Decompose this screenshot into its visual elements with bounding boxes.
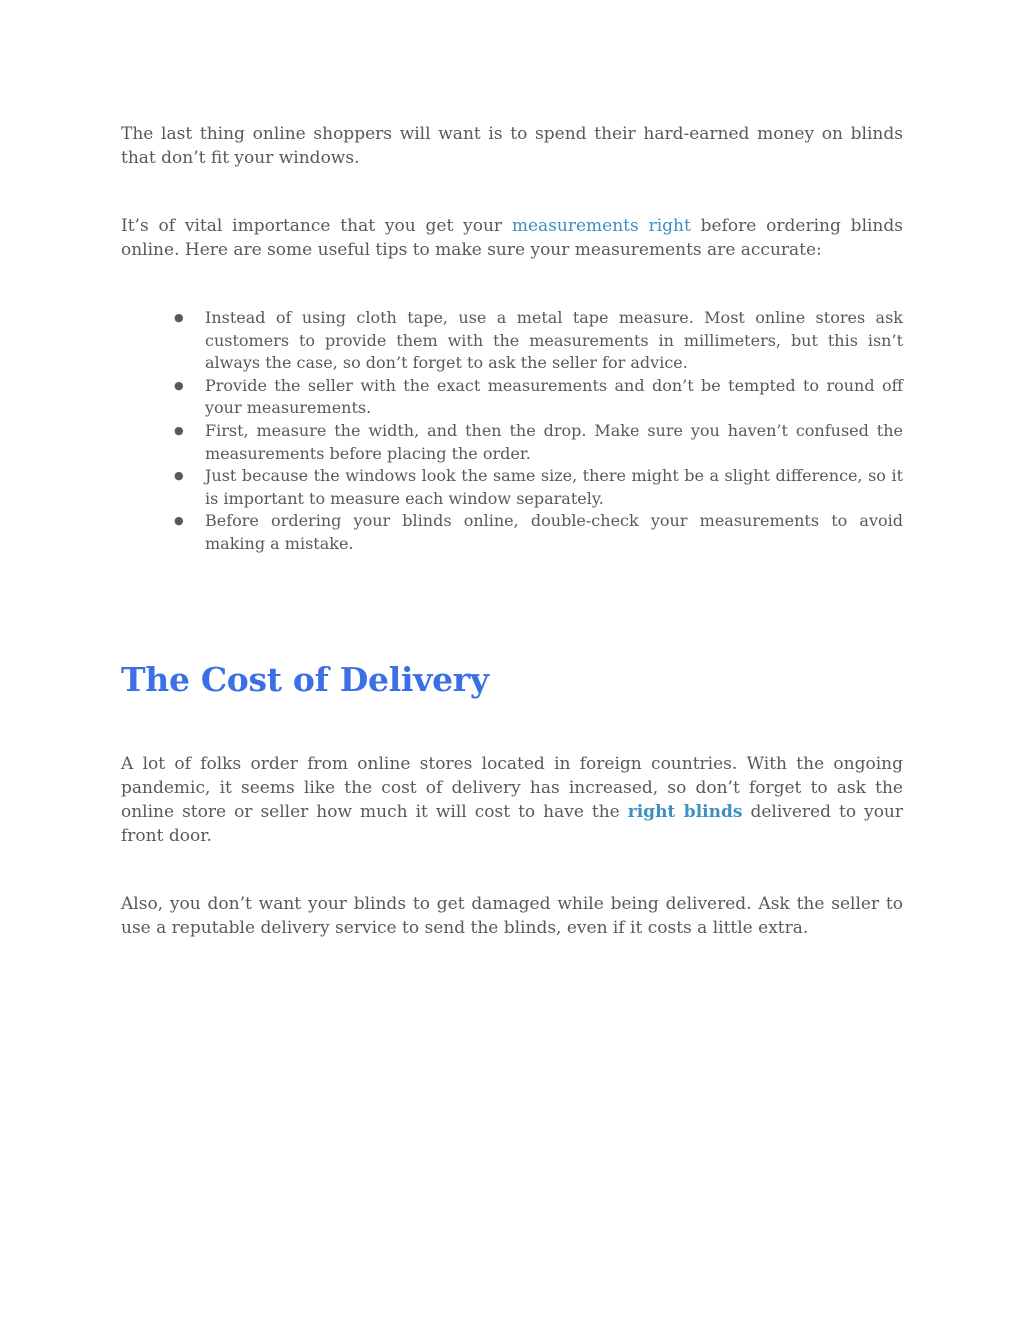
right-blinds-link[interactable]: right blinds	[627, 801, 743, 822]
list-item	[174, 307, 903, 375]
list-item-text: Provide the seller with the exact measurements and don’t be tempted to round off your measurements.	[205, 375, 903, 418]
intro-paragraph-2	[121, 214, 903, 262]
measurements-right-link[interactable]: measurements right	[511, 216, 691, 236]
intro-paragraph-2-text-before: It’s of vital importance that you get your	[121, 216, 512, 236]
bullet-icon: ●	[174, 514, 184, 528]
bullet-icon: ●	[174, 311, 184, 324]
intro-paragraph-1: The last thing online shoppers will want is to spend their hard-earned money on blinds that don’t fit your windows.	[121, 124, 903, 168]
measurement-tips-list	[121, 307, 903, 556]
bullet-icon: ●	[174, 378, 184, 392]
list-item	[174, 465, 903, 510]
intro-paragraph-2-text-after: before ordering blinds online. Here are some useful tips to make sure your measurements are accurate:	[121, 216, 903, 260]
bullet-icon: ●	[174, 423, 184, 437]
list-item	[174, 375, 903, 420]
section-heading: The Cost of Delivery	[121, 659, 489, 699]
delivery-paragraph-2: Also, you don’t want your blinds to get damaged while being delivered. Ask the seller to use a reputable delivery service to send the blinds, even if it costs a little extra.	[121, 893, 903, 938]
bullet-icon: ●	[174, 469, 184, 483]
list-item-text: Just because the windows look the same size, there might be a slight difference, so it is important to measure each window separately.	[205, 466, 903, 508]
delivery-paragraph-1	[121, 752, 903, 848]
list-item-text: Before ordering your blinds online, double-check your measurements to avoid making a mistake.	[205, 511, 903, 553]
delivery-paragraph-1-text-after: delivered to your front door.	[121, 801, 904, 846]
document-page	[121, 118, 903, 940]
list-item-text: Instead of using cloth tape, use a metal tape measure. Most online stores ask customers to provide them with the measurements in millimeters, but this isn’t always the case, so don’t forget to ask the seller for advice.	[205, 308, 903, 373]
delivery-paragraph-1-text-before: A lot of folks order from online stores located in foreign countries. With the ongoing pandemic, it seems like the cost of delivery has increased, so don’t forget to ask the online store or seller how much it will cost to have the	[121, 753, 903, 822]
list-item	[174, 510, 903, 555]
list-item-text: First, measure the width, and then the drop. Make sure you haven’t confused the measurements before placing the order.	[205, 420, 903, 463]
list-item	[174, 420, 903, 465]
